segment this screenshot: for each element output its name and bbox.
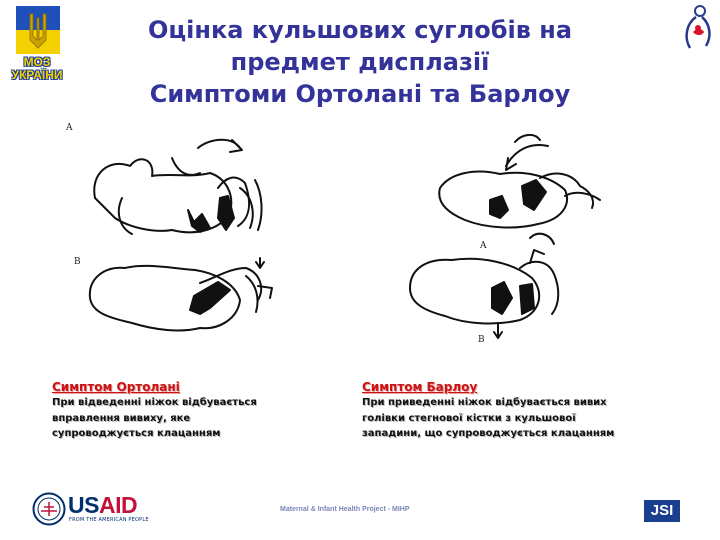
- title-line-1: Оцінка кульшових суглобів на: [147, 16, 573, 44]
- ortolani-line-2: вправлення вивиху, яке: [52, 412, 191, 424]
- ortolani-figure-b: [90, 258, 272, 330]
- usaid-logo: [68, 493, 148, 527]
- usaid-seal-icon: [32, 492, 66, 526]
- ortolani-description: [52, 380, 352, 442]
- barlow-figure-a: [439, 135, 600, 228]
- ortolani-figure-a: [94, 140, 261, 234]
- ortolani-label-a: A: [66, 123, 73, 133]
- trident-icon: [28, 10, 48, 50]
- ortolani-heading: Симптом Ортолані: [52, 380, 180, 394]
- title-line-3: Симптоми Ортолані та Барлоу: [149, 80, 571, 108]
- usaid-aid: AID: [98, 492, 138, 518]
- ortolani-line-3: супроводжується клацанням: [52, 428, 221, 439]
- project-name: Maternal & Infant Health Project - MIHP: [280, 506, 410, 513]
- hip-exam-illustrations: [60, 118, 660, 368]
- title-line-2: предмет дисплазії: [230, 48, 490, 76]
- page-title: [70, 14, 650, 110]
- jsi-logo: JSI: [644, 500, 680, 522]
- barlow-description: [362, 380, 662, 442]
- ministry-label: МОЗ УКРАЇНИ: [11, 55, 63, 82]
- ortolani-line-1: При відведенні ніжок відбувається: [52, 397, 257, 408]
- ministry-logo: [6, 4, 68, 92]
- barlow-line-2: голівки стегнової кістки з кульшової: [362, 412, 576, 424]
- barlow-label-a: A: [480, 241, 487, 251]
- barlow-label-b: B: [478, 335, 485, 345]
- mother-child-logo-icon: [676, 4, 716, 50]
- barlow-line-1: При приведенні ніжок відбувається вивих: [362, 397, 607, 408]
- usaid-us: US: [68, 492, 99, 518]
- usaid-tagline: FROM THE AMERICAN PEOPLE: [69, 517, 149, 523]
- barlow-heading: Симптом Барлоу: [362, 380, 478, 394]
- barlow-line-3: западини, що супроводжується клацанням: [362, 428, 615, 439]
- ukraine-flag-icon: [16, 6, 60, 54]
- ortolani-label-b: B: [74, 257, 81, 267]
